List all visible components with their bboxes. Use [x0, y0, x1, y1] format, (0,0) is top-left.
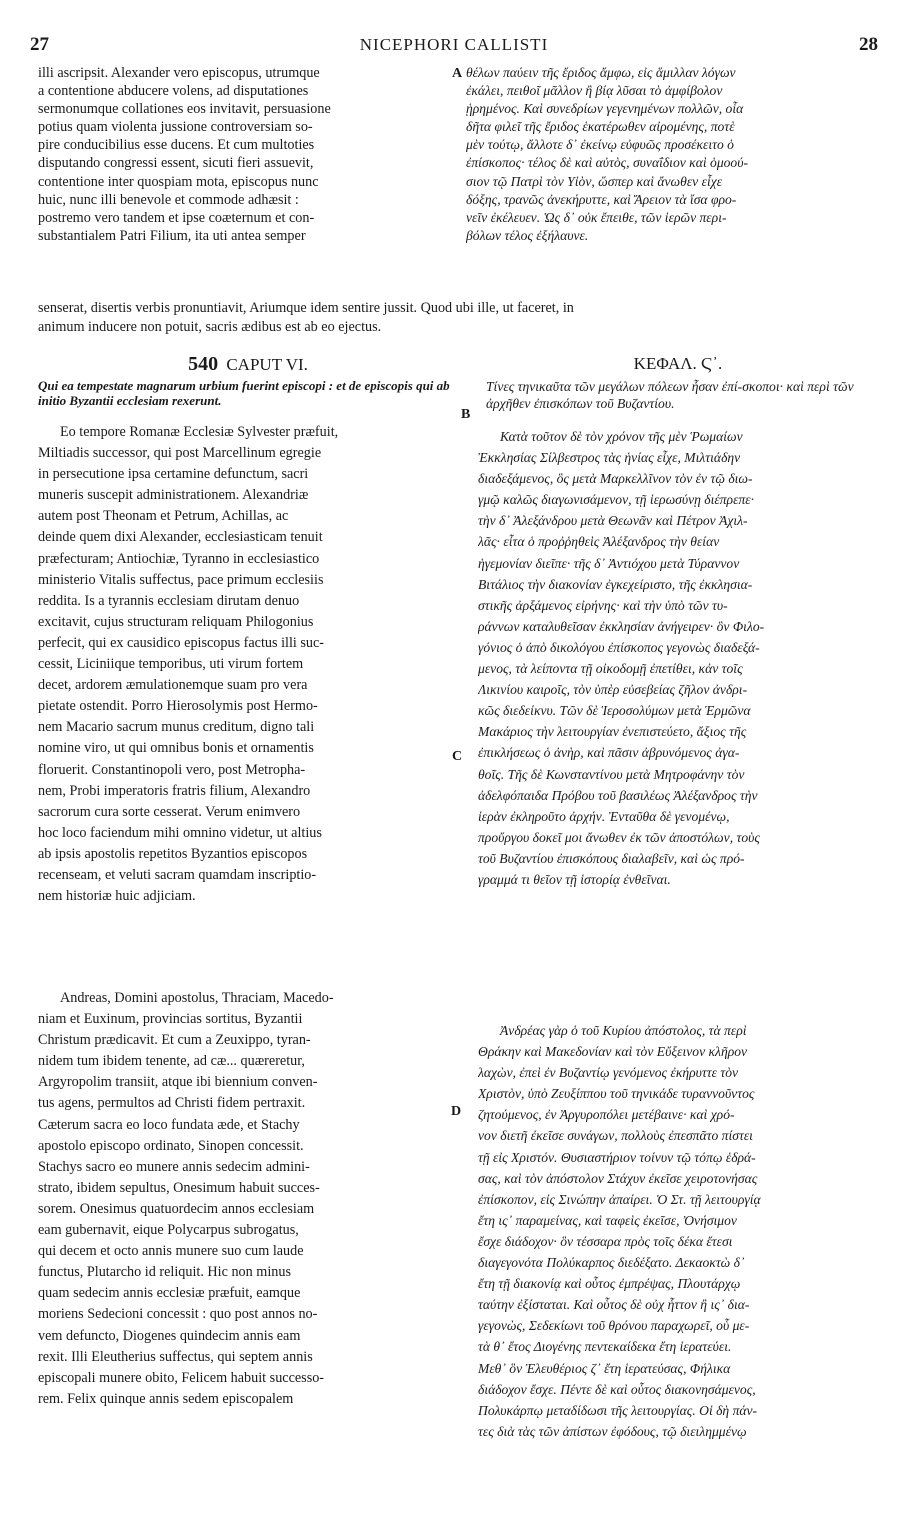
text-line: eam gubernavit, eique Polycarpus subrogatus, [38, 1222, 299, 1239]
text-line: Stachys sacro eo munere annis sedecim admini- [38, 1158, 310, 1175]
text-line: nomine viro, ut qui omnibus bonis et ornamentis [38, 740, 314, 757]
text-line: vem defuncto, Diogenes quindecim annis eam [38, 1327, 301, 1344]
text-line: σιον τῷ Πατρὶ τὸν Υἱὸν, ὥσπερ καὶ ἄνωθεν εἶχε [466, 173, 723, 189]
text-line: θοῖς. Τῆς δὲ Κωνσταντίνου μετὰ Μητροφάνην τὸν [478, 766, 745, 782]
text-line: senserat, disertis verbis pronuntiavit, Ariumque idem sentire jussit. Quod ubi ille, ut faceret, in [38, 300, 574, 316]
text-line: contentione inter quospiam mota, episcopus nunc [38, 173, 319, 190]
text-line: Μεθ᾽ ὃν Ἐλευθέριος ζ᾽ ἔτη ἱερατεύσας, Φήλικα [478, 1360, 731, 1376]
text-line: γραμμά τι θεῖον τῇ ἱστορίᾳ ἐνθεῖναι. [478, 871, 671, 887]
text-line: Argyropolim transiit, atque ibi biennium conven- [38, 1074, 318, 1091]
text-line: Βιτάλιος τὴν διακονίαν ἐγκεχείριστο, τῆς ἐκκλησια- [478, 576, 753, 592]
greek-paragraph-1 [478, 426, 878, 890]
text-line: postremo vero tandem et ipse coæternum et con- [38, 209, 315, 226]
text-line: τῇ εἰς Χριστόν. Θυσιαστήριον τοίνυν τῷ τόπῳ ἑδρά- [478, 1149, 756, 1165]
text-line: in persecutione ipsa certamine defunctum, sacri [38, 466, 309, 483]
text-line: διαγεγονότα Πολύκαρπος διεδέξατο. Δεκαοκτὼ δ᾽ [478, 1255, 745, 1271]
greek-paragraph-2 [478, 1020, 878, 1442]
text-line: τὴν δ᾽ Ἀλεξάνδρου μετὰ Θεωνᾶν καὶ Πέτρον Ἀχιλ- [478, 513, 748, 529]
text-line: autem post Theonam et Petrum, Achillas, ac [38, 508, 289, 525]
text-line: δόξης, τρανῶς ἀνεκήρυττε, καὶ Ἄρειον τὰ ἴσα φρο- [466, 191, 737, 207]
text-line: ἀδελφόπαιδα Πρόβου τοῦ βασιλέως Ἀλέξανδρος τὴν [478, 787, 758, 803]
text-line: ἔτη τῇ διακονίᾳ καὶ οὗτος ἐμπρέψας, Πλουτάρχῳ [478, 1276, 741, 1292]
text-line: rem. Felix quinque annis sedem episcopalem [38, 1390, 294, 1407]
text-line: ράννων καταλυθεῖσαν ἐκκλησίαν ἀνήγειρεν· ὃν Φιλο- [478, 618, 765, 634]
text-line: δῆτα φιλεῖ τῆς ἔριδος ἑκατέρωθεν αἰρομένης, ποτὲ [466, 119, 735, 135]
text-line: ἔσχε διάδοχον· ὃν τέσσαρα πρὸς τοῖς δέκα ἔτεσι [478, 1233, 733, 1249]
text-line: hoc loco faciendum mihi omnino videtur, ut altius [38, 824, 322, 841]
margin-letter-b: B [461, 407, 471, 422]
text-line: sorem. Onesimus quatuordecim annos ecclesiam [38, 1200, 315, 1217]
text-line: θέλων παύειν τῆς ἔριδος ἄμφω, εἰς ἅμιλλαν λόγων [466, 65, 736, 80]
latin-paragraph-2 [38, 988, 458, 1410]
text-line: ἐπίσκοπος· τέλος δὲ καὶ αὐτὸς, συναΐδιον καὶ ὁμοού- [466, 155, 748, 171]
text-line: sermonumque collationes eos invitavit, persuasione [38, 101, 331, 118]
top-greek-text [466, 64, 878, 245]
text-line: apostolo episcopo ordinato, Sinopen concessit. [38, 1137, 304, 1154]
text-line: τες διὰ τὰς τῶν ἀπίστων ἐφόδους, τῷ διειλημμένῳ [478, 1423, 747, 1439]
text-line: νον διετῆ ἐκεῖσε συνάγων, πολλοὺς ἐπεσπᾶτο πίστει [478, 1128, 753, 1144]
text-line: nem Macario sacrum munus creditum, digno tali [38, 719, 315, 736]
text-line: Χριστὸν, ὑπὸ Ζευξίππου τοῦ τηνικάδε τυραννοῦντος [478, 1086, 755, 1102]
text-line: προὔργου δοκεῖ μοι ἄνωθεν ἐκ τῶν ἀποστόλων, τοὺς [478, 829, 760, 845]
text-line: ἔτη ις᾽ παραμείνας, καὶ ταφεὶς ἐκεῖσε, Ὀνήσιμον [478, 1212, 737, 1228]
text-line: moriens Sedecioni concessit : quo post annos no- [38, 1306, 318, 1323]
latin-paragraph-1 [38, 422, 458, 907]
text-line: floruerit. Constantinopoli vero, post Metropha- [38, 761, 306, 778]
chapter-summary-latin: Qui ea tempestate magnarum urbium fuerint episcopi : et de episcopis qui ab initio Byzantii ecclesiam rexerunt. [38, 378, 450, 408]
text-line: deinde quem dixi Alexander, ecclesiasticam tenuit [38, 529, 323, 546]
text-line: διάδοχον ἔσχε. Πέντε δὲ καὶ οὗτος διακονησάμενος, [478, 1381, 756, 1397]
chapter-title-greek: ΚΕΦΑΛ. Ϛ᾽. [633, 354, 723, 373]
text-line: cessit, Liciniique temporibus, uti virum fortem [38, 656, 304, 673]
text-line: Andreas, Domini apostolus, Thraciam, Macedo- [60, 990, 334, 1006]
text-line: ἡγεμονίαν διεῖπε· τῆς δ᾽ Ἀντιόχου μετὰ Τύραννον [478, 555, 740, 571]
full-width-text [38, 299, 878, 337]
text-line: Πολυκάρπῳ μεταδίδωσι τῆς λειτουργίας. Οἱ δὴ πάν- [478, 1402, 758, 1418]
text-line: Θράκην καὶ Μακεδονίαν καὶ τὸν Εὔξεινον κλῆρον [478, 1044, 748, 1060]
greek-column [478, 352, 878, 890]
text-line: ἐπίσκοπον, εἰς Σινώπην ἀπαίρει. Ὁ Στ. τῇ λειτουργίᾳ [478, 1191, 761, 1207]
chapter-title-latin: CAPUT VI. [226, 355, 308, 374]
text-line: λᾶς· εἶτα ὁ προῤῥηθεὶς Ἀλέξανδρος τὴν θείαν [478, 534, 720, 550]
text-line: τὰ θ᾽ ἔτος Διογένης πεντεκαίδεκα ἔτη ἱερατεύει. [478, 1339, 732, 1355]
text-line: quam sedecim annis ecclesiæ præfuit, eamque [38, 1285, 301, 1302]
text-line: reddita. Is a tyrannis ecclesiam dirutam denuo [38, 592, 300, 609]
text-line: pietate ostendit. Porro Hierosolymis post Hermo- [38, 698, 318, 715]
text-line: Ἐκκλησίας Σίλβεστρος τὰς ἡνίας εἶχε, Μιλτιάδην [478, 450, 741, 466]
chapter-heading-latin [38, 352, 458, 376]
text-line: ἐπικλήσεως ὁ ἀνὴρ, καὶ πᾶσιν ἀβρυνόμενος ἀγα- [478, 745, 740, 761]
text-line: ταύτην ἐξίσταται. Καὶ οὗτος δὲ οὐχ ἧττον ἢ ις᾽ δια- [478, 1297, 750, 1313]
text-line: βόλων τέλος ἐξήλαυνε. [466, 227, 589, 243]
text-line: nem, Probi imperatoris fratris filium, Alexandro [38, 782, 311, 799]
text-line: niam et Euxinum, provincias sortitus, Byzantii [38, 1011, 303, 1028]
text-line: tus agens, permultos ad Christi fidem pertraxit. [38, 1095, 306, 1112]
text-line: illi ascripsit. Alexander vero episcopus, utrumque [38, 65, 320, 81]
text-line: rexit. Illi Eleutherius suffectus, qui septem annis [38, 1348, 313, 1365]
text-line: functus, Plutarcho id reliquit. Hic non minus [38, 1264, 291, 1281]
text-line: nem historiæ huic adjiciam. [38, 888, 196, 905]
top-latin-text [38, 64, 456, 245]
text-line: decet, ardorem æmulationemque suam pro vera [38, 677, 308, 694]
text-line: ministerio Vitalis suffectus, pace primum ecclesiis [38, 571, 324, 588]
text-line: γόνιος ὁ ἀπὸ δικολόγου ἐπίσκοπος γεγονὼς διαδεξά- [478, 639, 760, 655]
text-line: νεῖν ἐκέλευεν. Ὡς δ᾽ οὐκ ἔπειθε, τῶν ἱερῶν περι- [466, 209, 727, 225]
text-line: στικῆς ἀρξάμενος εἰρήνης· καὶ τὴν ὑπὸ τῶν τυ- [478, 597, 728, 613]
text-line: excitavit, cujus structuram reliquam Philogonius [38, 613, 314, 630]
text-line: μὲν τούτῳ, ἄλλοτε δ᾽ ἐκείνῳ εὐφυῶς προσέκειτο ὁ [466, 137, 734, 153]
text-line: nidem tum ibidem tenente, ad cæ... quæreretur, [38, 1053, 305, 1070]
text-line: Cæterum sacra eo loco fundata æde, et Stachy [38, 1116, 300, 1133]
text-line: potius quam violenta jussione controversiam so- [38, 119, 313, 136]
text-line: Eo tempore Romanæ Ecclesiæ Sylvester præfuit, [60, 424, 339, 440]
text-line: γμῷ καλῶς διαγωνισάμενον, τῇ ἱερωσύνῃ διέπρεπε· [478, 492, 755, 508]
text-line: qui decem et octo annis munere suo cum laude [38, 1243, 304, 1260]
text-line: ζητούμενος, ἐν Ἀργυροπόλει μετέβαινε· καὶ χρό- [478, 1107, 735, 1123]
text-line: μενος, τὰ λείποντα τῇ οἰκοδομῇ ἐπετίθει, κἀν τοῖς [478, 661, 743, 677]
text-line: strato, ibidem sepultus, Onesimum habuit succes- [38, 1179, 320, 1196]
text-line: ἐκάλει, πειθοῖ μᾶλλον ἢ βίᾳ λῦσαι τὸ ἀμφίβολον [466, 83, 723, 99]
text-line: Miltiadis successor, qui post Marcellinum egregie [38, 445, 322, 462]
text-line: substantialem Patri Filium, ita uti antea semper [38, 227, 306, 244]
chapter-summary-greek: Τίνες τηνικαῦτα τῶν μεγάλων πόλεων ἦσαν ἐπί-σκοποι· καὶ περὶ τῶν ἀρχῆθεν ἐπισκόπων τοῦ Βυζαντίου. [486, 379, 854, 411]
text-line: præfecturam; Antiochiæ, Tyranno in ecclesiastico [38, 550, 320, 567]
text-line: sacrorum cura sorte cesserat. Verum enimvero [38, 803, 301, 820]
text-line: Μακάριος τὴν λειτουργίαν ἐνεπιστεύετο, ἄξιος τῆς [478, 724, 747, 740]
margin-letter-d: D [451, 1104, 462, 1119]
text-line: disputando congressi essent, sicuti fieri assuevit, [38, 155, 314, 172]
text-line: Christum prædicavit. Et cum a Zeuxippo, tyran- [38, 1032, 311, 1049]
column-number: 540 [188, 353, 219, 375]
text-line: recenseam, et veluti sacram quamdam inscriptio- [38, 866, 317, 883]
page-header [30, 34, 878, 56]
page-number-right: 28 [859, 34, 878, 55]
latin-column [38, 352, 458, 907]
text-line: animum inducere non potuit, sacris ædibus est ab eo ejectus. [38, 319, 382, 335]
text-line: ᾑρημένος. Καὶ συνεδρίων γεγενημένων πολλῶν, οἷα [466, 101, 744, 117]
text-line: κῶς διεδείκνυ. Τῶν δὲ Ἱεροσολύμων μετὰ Ἑρμῶνα [478, 703, 751, 719]
text-line: huic, nunc illi benevole et commode adhæsit : [38, 191, 299, 208]
text-line: ab ipsis apostolis repetitos Byzantios episcopos [38, 845, 308, 862]
text-line: τοῦ Βυζαντίου ἐπισκόπους διαλαβεῖν, καὶ ὡς πρό- [478, 850, 745, 866]
running-title: NICEPHORI CALLISTI [359, 35, 549, 54]
text-line: Ἀνδρέας γὰρ ὁ τοῦ Κυρίου ἀπόστολος, τὰ περὶ [500, 1023, 747, 1038]
text-line: pire conducibilius esse ducens. Et cum multoties [38, 137, 315, 154]
text-line: episcopali munere obito, Felicem habuit successo- [38, 1369, 325, 1386]
page-number-left: 27 [30, 34, 49, 55]
text-line: a contentione abducere volens, ad disputationes [38, 83, 309, 100]
text-line: διαδεξάμενος, ὃς μετὰ Μαρκελλῖνον τὸν ἐν τῷ διω- [478, 471, 753, 487]
text-line: ἱερὰν ἐκληροῦτο ἀρχήν. Ἐνταῦθα δὲ γενομένῳ, [478, 808, 730, 824]
text-line: perfecit, qui ex causidico episcopus factus illi suc- [38, 634, 325, 651]
text-line: muneris suscepit administrationem. Alexandriæ [38, 487, 309, 504]
text-line: γεγονὼς, Σεδεκίωνι τοῦ θρόνου παραχωρεῖ, οὗ με- [478, 1318, 750, 1334]
text-line: Κατὰ τοῦτον δὲ τὸν χρόνον τῆς μὲν Ῥωμαίων [500, 429, 743, 444]
text-line: Λικινίου καιροῖς, τὸν ὑπὲρ εὐσεβείας ζῆλον ἀνδρι- [478, 682, 748, 698]
margin-letter-c: C [452, 749, 463, 764]
text-line: λαχὼν, ἐπεὶ ἐν Βυζαντίῳ γενόμενος ἐκήρυττε τὸν [478, 1065, 739, 1081]
text-line: σας, καὶ τὸν ἀπόστολον Στάχυν ἐκεῖσε χειροτονήσας [478, 1170, 758, 1186]
margin-letter-a: A [452, 66, 463, 81]
